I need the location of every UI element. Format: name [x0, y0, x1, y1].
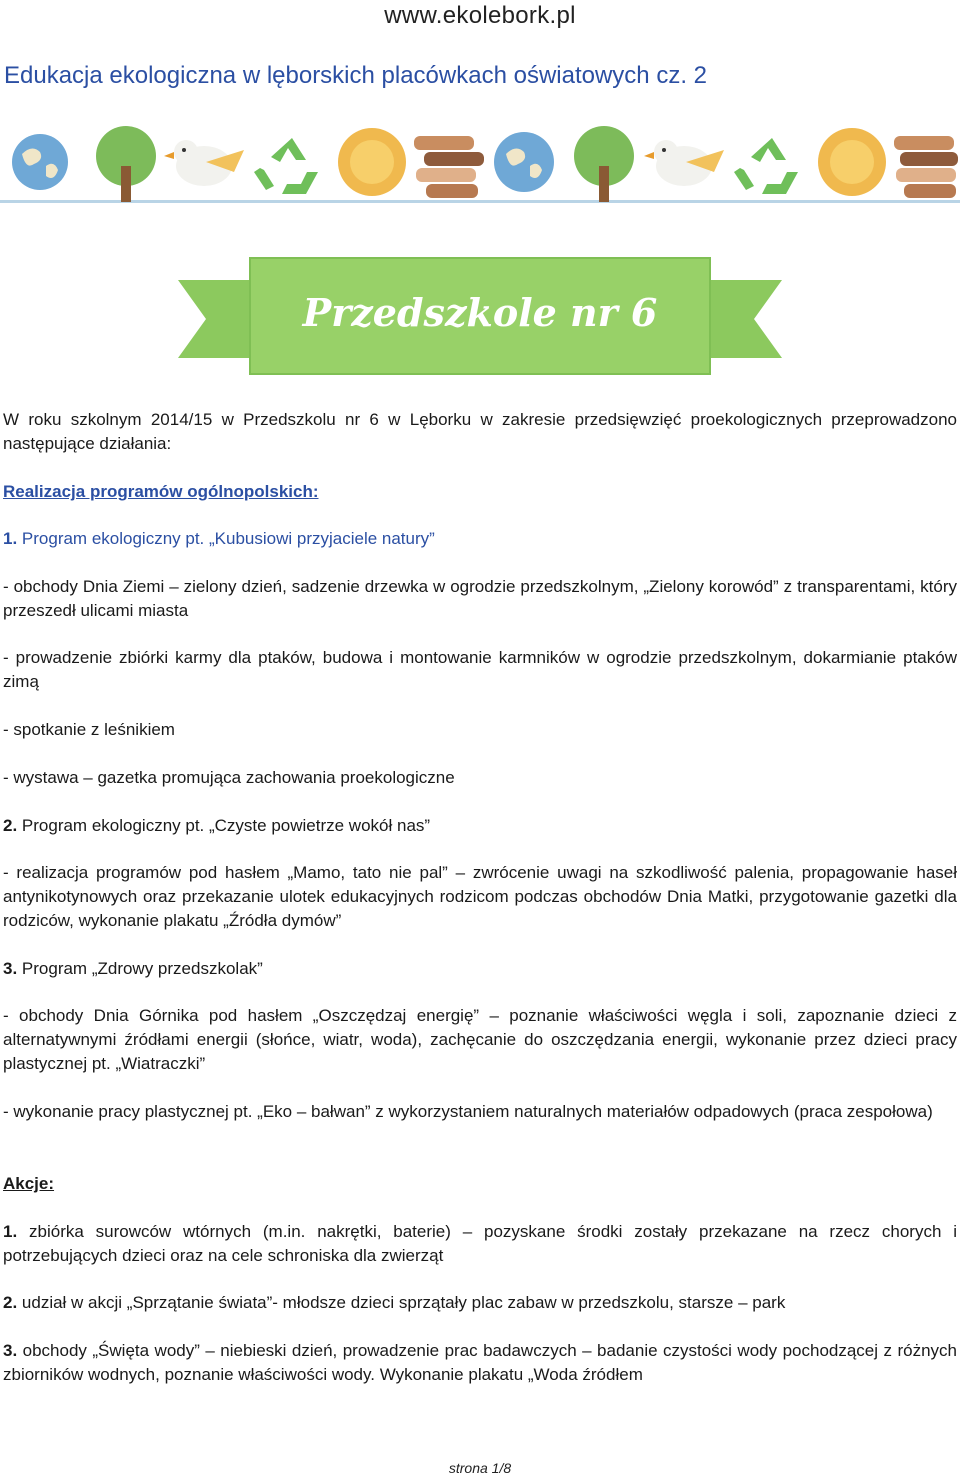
action-number: 1.: [3, 1222, 18, 1241]
globe-icon: [12, 134, 68, 190]
program-title: Program „Zdrowy przedszkolak”: [17, 959, 263, 978]
action-number: 3.: [3, 1341, 18, 1360]
list-item: - prowadzenie zbiórki karmy dla ptaków, budowa i montowanie karmników w ogrodzie przedszkolnym, dokarmianie ptaków zimą: [3, 648, 957, 691]
sun-icon: [338, 128, 406, 196]
recycle-icon-2: [734, 138, 798, 194]
page-number: strona 1/8: [448, 1460, 512, 1476]
intro-paragraph: W roku szkolnym 2014/15 w Przedszkolu nr 6 w Lęborku w zakresie przedsięwzięć proekologicznych przeprowadzono następujące działania:: [3, 410, 957, 453]
list-item: - spotkanie z leśnikiem: [3, 720, 175, 739]
action-text: obchody „Święta wody” – niebieski dzień, prowadzenie prac badawczych – badanie czystości wody pochodzącej z różnych zbiorników wodnych, poznanie właściwości wody. Wykonanie plakatu „Woda źródłem: [3, 1341, 957, 1384]
action-item-1: [3, 1220, 957, 1268]
list-item: - realizacja programów pod hasłem „Mamo, tato nie pal” – zwrócenie uwagi na szkodliwość palenia, propagowanie haseł antynikotynowych oraz przekazanie ulotek edukacyjnych rodzicom podczas obchodów Dnia Matki, przygotowanie gazetki dla rodziców, wykonanie plakatu „Źródła dymów”: [3, 863, 957, 930]
bird-icon: [164, 140, 244, 186]
program-title: Program ekologiczny pt. „Kubusiowi przyjaciele natury”: [17, 529, 435, 548]
sun-icon-2: [818, 128, 886, 196]
hands-icon: [414, 136, 484, 198]
action-number: 2.: [3, 1293, 18, 1312]
program-number: 3.: [3, 959, 18, 978]
preschool-ribbon-banner: [178, 252, 782, 378]
list-item: - wystawa – gazetka promująca zachowania proekologiczne: [3, 768, 455, 787]
action-item-3: [3, 1339, 957, 1387]
program-title: Program ekologiczny pt. „Czyste powietrze wokół nas”: [17, 816, 431, 835]
site-url: www.ekolebork.pl: [384, 2, 576, 29]
list-item: - obchody Dnia Górnika pod hasłem „Oszczędzaj energię” – poznanie właściwości węgla i soli, zapoznanie dzieci z alternatywnymi źródłami energii (słońce, wiatr, woda), zachęcanie do oszczędzania energii, wykonanie przez dzieci pracy plastycznej pt. „Wiatraczki”: [3, 1006, 957, 1073]
globe-icon-2: [494, 132, 554, 192]
section-heading-programs: Realizacja programów ogólnopolskich:: [3, 482, 319, 501]
action-text: udział w akcji „Sprzątanie świata”- młodsze dzieci sprzątały plac zabaw w przedszkolu, starsze – park: [17, 1293, 786, 1312]
section-heading-actions: Akcje:: [3, 1174, 55, 1193]
page-title: Edukacja ekologiczna w lęborskich placówkach oświatowych cz. 2: [4, 62, 708, 89]
program-number: 1.: [3, 529, 18, 548]
list-item: - obchody Dnia Ziemi – zielony dzień, sadzenie drzewka w ogrodzie przedszkolnym, „Zielony korowód” z transparentami, który przeszedł ulicami miasta: [3, 577, 957, 620]
program-3-heading: [3, 957, 957, 981]
list-item: - wykonanie pracy plastycznej pt. „Eko – bałwan” z wykorzystaniem naturalnych materiałów odpadowych (praca zespołowa): [3, 1102, 933, 1121]
program-number: 2.: [3, 816, 18, 835]
banner-title: Przedszkole nr 6: [302, 290, 658, 335]
tree-icon: [96, 126, 156, 202]
bird-icon-2: [644, 140, 724, 186]
recycle-icon: [254, 138, 318, 194]
tree-icon-2: [574, 126, 634, 202]
action-item-2: [3, 1291, 957, 1315]
program-2-heading: [3, 814, 957, 838]
eco-banner-strip: [0, 126, 960, 204]
hands-icon-2: [894, 136, 958, 198]
action-text: zbiórka surowców wtórnych (m.in. nakrętki, baterie) – pozyskane środki zostały przekazane na rzecz chorych i potrzebujących dzieci oraz na cele schroniska dla zwierząt: [3, 1222, 957, 1265]
program-1-heading: [3, 527, 957, 551]
